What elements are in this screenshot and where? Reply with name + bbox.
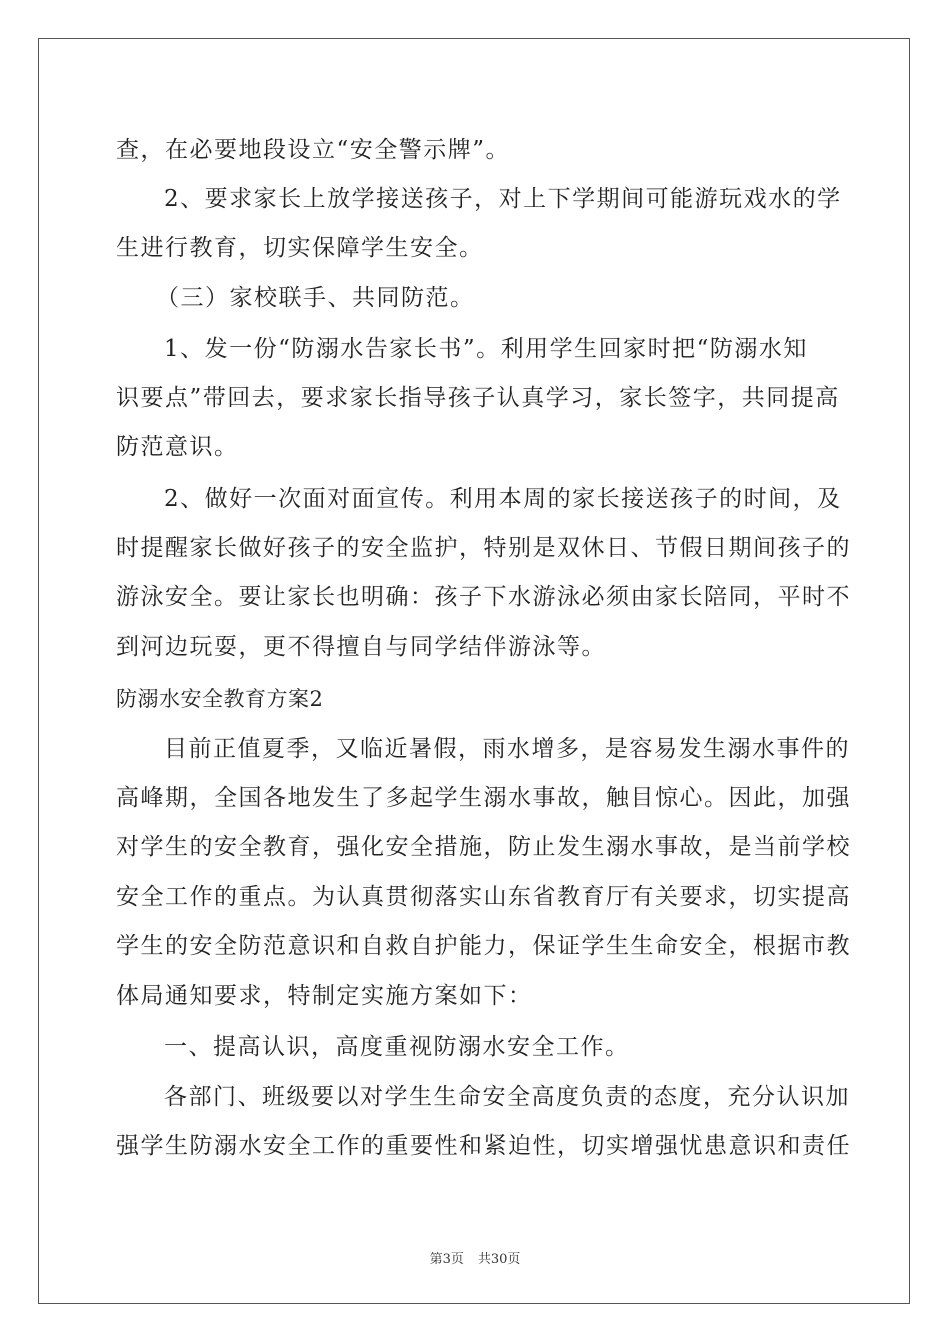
body-line: 生进行教育，切实保障学生安全。 bbox=[116, 235, 484, 261]
body-line: 2、要求家长上放学接送孩子，对上下学期间可能游玩戏水的学 bbox=[164, 186, 842, 212]
body-line: 目前正值夏季，又临近暑假，雨水增多，是容易发生溺水事件的 bbox=[164, 736, 850, 762]
page-total: 共30页 bbox=[477, 1252, 521, 1267]
section-heading: 一、提高认识，高度重视防溺水安全工作。 bbox=[164, 1034, 630, 1060]
page-number: 第3页 bbox=[429, 1252, 464, 1267]
body-line: 学生的安全防范意识和自救自护能力，保证学生生命安全，根据市教 bbox=[116, 933, 851, 959]
body-line: 2、做好一次面对面宣传。利用本周的家长接送孩子的时间，及 bbox=[164, 486, 842, 512]
body-line: 时提醒家长做好孩子的安全监护，特别是双休日、节假日期间孩子的 bbox=[116, 535, 851, 561]
body-line: 高峰期，全国各地发生了多起学生溺水事故，触目惊心。因此，加强 bbox=[116, 785, 851, 811]
body-line: 体局通知要求，特制定实施方案如下： bbox=[116, 983, 533, 1009]
body-line: 防范意识。 bbox=[116, 434, 239, 460]
body-line: 到河边玩耍，更不得擅自与同学结伴游泳等。 bbox=[116, 634, 606, 660]
body-line: 各部门、班级要以对学生生命安全高度负责的态度，充分认识加 bbox=[164, 1084, 850, 1110]
section-heading: （三）家校联手、共同防范。 bbox=[156, 285, 475, 311]
body-line: 查，在必要地段设立“安全警示牌”。 bbox=[116, 137, 511, 163]
body-line: 游泳安全。要让家长也明确：孩子下水游泳必须由家长陪同，平时不 bbox=[116, 584, 851, 610]
body-line: 对学生的安全教育，强化安全措施，防止发生溺水事故，是当前学校 bbox=[116, 834, 851, 860]
page-footer bbox=[0, 1248, 950, 1267]
body-line: 识要点”带回去，要求家长指导孩子认真学习，家长签字，共同提高 bbox=[116, 385, 840, 411]
body-line: 安全工作的重点。为认真贯彻落实山东省教育厅有关要求，切实提高 bbox=[116, 884, 851, 910]
body-line: 1、发一份“防溺水告家长书”。利用学生回家时把“防溺水知 bbox=[164, 336, 808, 362]
page-border bbox=[38, 38, 910, 1304]
document-title: 防溺水安全教育方案2 bbox=[116, 687, 324, 711]
body-line: 强学生防溺水安全工作的重要性和紧迫性，切实增强忧患意识和责任 bbox=[116, 1133, 851, 1159]
